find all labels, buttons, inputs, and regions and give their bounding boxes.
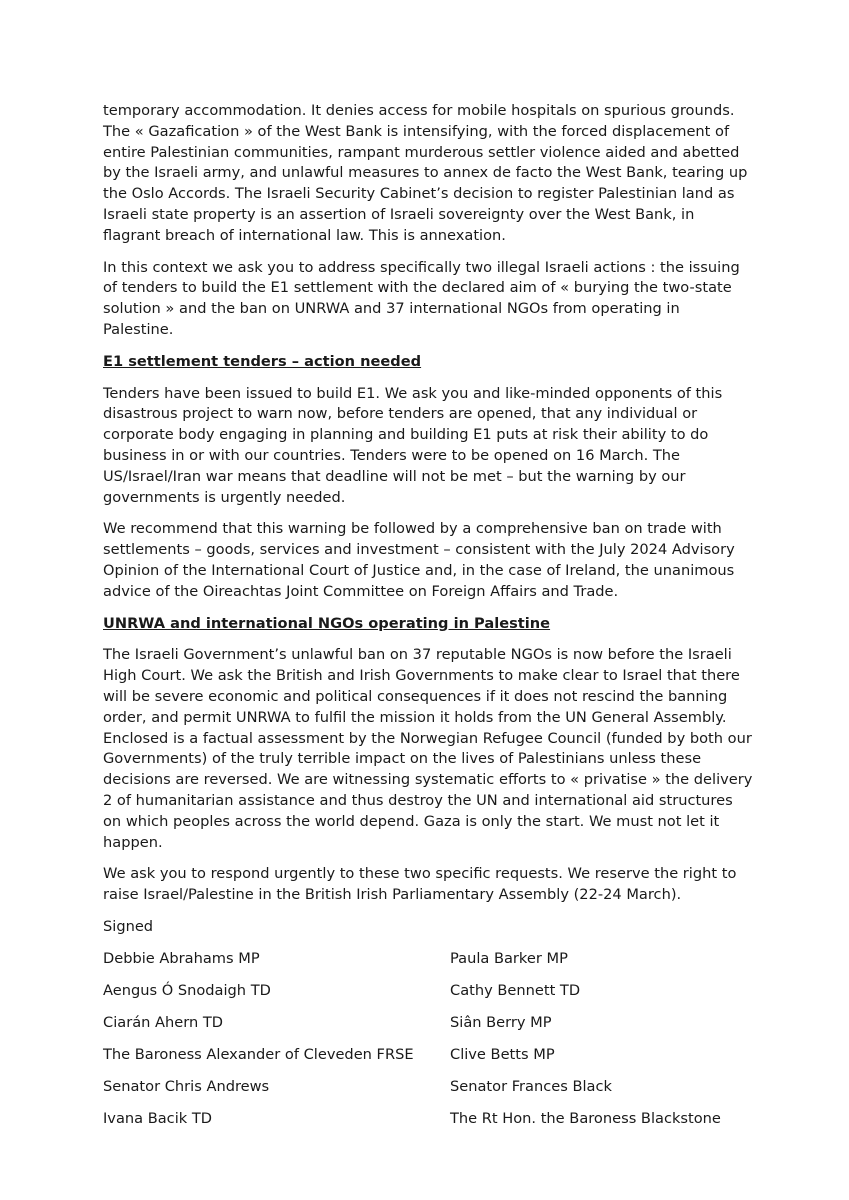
signatory: Ciarán Ahern TD bbox=[103, 1013, 224, 1031]
paragraph-ngo-ban: The Israeli Government’s unlawful ban on 37 reputable NGOs is now before the Israeli High Court. We ask the British and Irish Governments to make clear to Israel that there will be severe economic and political consequences if it does not rescind the banning order, and permit UNRWA to fulfil the mission it holds from the UN General Assembly. Enclosed is a factual assessment by the Norwegian Refugee Council (funded by both our Governments) of the truly terrible impact on the lives of Palestinians unless these decisions are reversed. We are witnessing systematic efforts to « privatise » the delivery 2 of humanitarian assistance and thus destroy the UN and international aid structures on which peoples across the world depend. Gaza is only the start. We must not let it happen. bbox=[103, 646, 753, 851]
signatory: Siân Berry MP bbox=[450, 1013, 552, 1031]
paragraph-requests: We ask you to respond urgently to these two specific requests. We reserve the right to raise Israel/Palestine in the British Irish Parliamentary Assembly (22-24 March). bbox=[103, 865, 737, 904]
signatory: Senator Chris Andrews bbox=[103, 1077, 270, 1095]
paragraph-context: In this context we ask you to address specifically two illegal Israeli actions : the issuing of tenders to build the E1 settlement with the declared aim of « burying the two-state solution » and the ban on UNRWA and 37 international NGOs from operating in Palestine. bbox=[103, 258, 740, 338]
letter-page bbox=[103, 101, 753, 1129]
signatory: Debbie Abrahams MP bbox=[103, 949, 260, 967]
signatory: The Rt Hon. the Baroness Blackstone bbox=[450, 1109, 721, 1127]
signatory: The Baroness Alexander of Cleveden FRSE bbox=[103, 1045, 414, 1063]
paragraph-gazafication: temporary accommodation. It denies access for mobile hospitals on spurious grounds. The « Gazafication » of the West Bank is intensifying, with the forced displacement of entire Palestinian communities, rampant murderous settler violence aided and abetted by the Israeli army, and unlawful measures to annex de facto the West Bank, tearing up the Oslo Accords. The Israeli Security Cabinet’s decision to register Palestinian land as Israeli state property is an assertion of Israeli sovereignty over the West Bank, in flagrant breach of international law. This is annexation. bbox=[103, 102, 748, 244]
paragraph-trade-ban: We recommend that this warning be followed by a comprehensive ban on trade with settlements – goods, services and investment – consistent with the July 2024 Advisory Opinion of the International Court of Justice and, in the case of Ireland, the unanimous advice of the Oireachtas Joint Committee on Foreign Affairs and Trade. bbox=[103, 520, 735, 600]
signatory: Paula Barker MP bbox=[450, 949, 568, 967]
signatory: Cathy Bennett TD bbox=[450, 981, 581, 999]
heading-unrwa-ngos: UNRWA and international NGOs operating in Palestine bbox=[103, 614, 551, 632]
signatories-list bbox=[103, 949, 753, 1130]
heading-e1-settlement: E1 settlement tenders – action needed bbox=[103, 352, 422, 370]
signatory: Aengus Ó Snodaigh TD bbox=[103, 981, 271, 999]
signatory: Clive Betts MP bbox=[450, 1045, 555, 1063]
signatory: Senator Frances Black bbox=[450, 1077, 612, 1095]
signed-label: Signed bbox=[103, 917, 154, 935]
paragraph-e1-tenders: Tenders have been issued to build E1. We ask you and like-minded opponents of this disastrous project to warn now, before tenders are opened, that any individual or corporate body engaging in planning and building E1 puts at risk their ability to do business in or with our countries. Tenders were to be opened on 16 March. The US/Israel/Iran war means that deadline will not be met – but the warning by our governments is urgently needed. bbox=[103, 384, 723, 506]
signatory: Ivana Bacik TD bbox=[103, 1109, 212, 1127]
